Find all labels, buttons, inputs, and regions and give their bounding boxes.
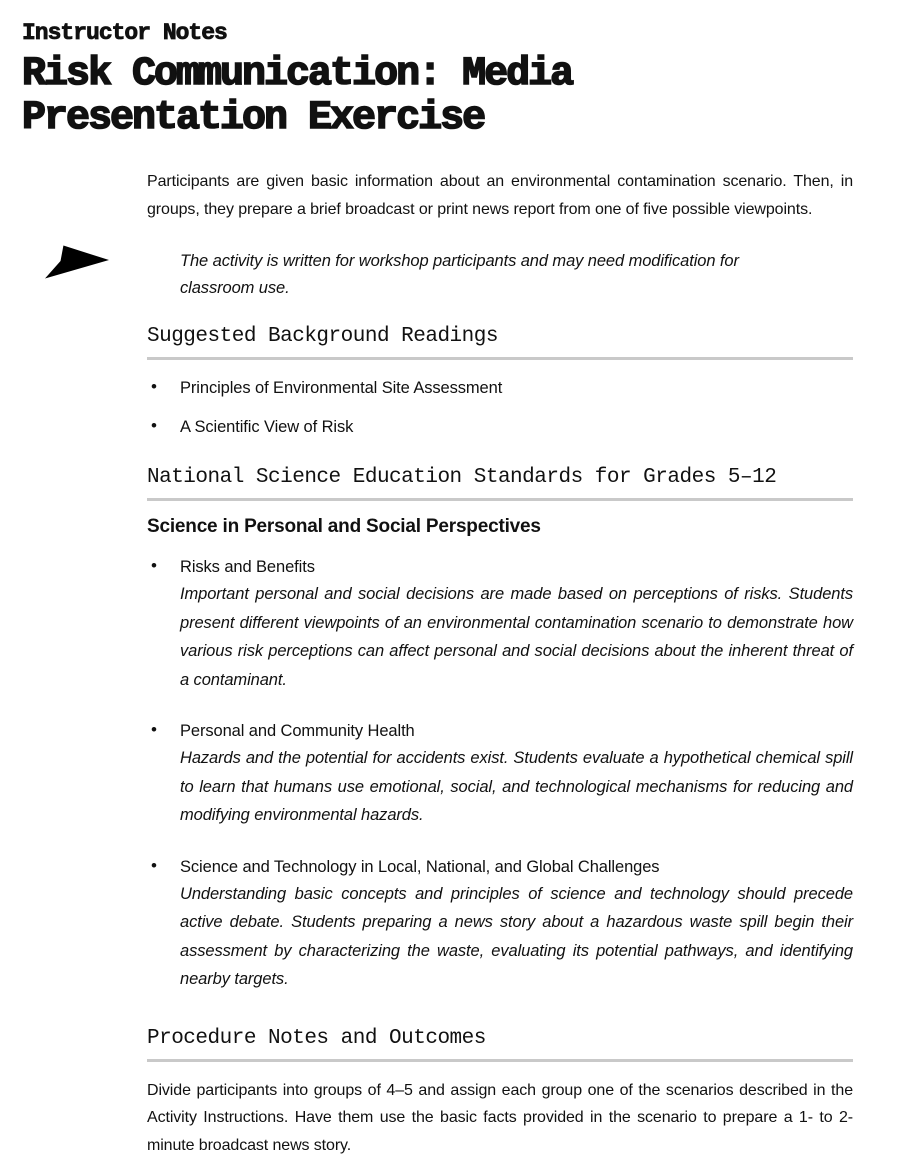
section-heading-background-readings: Suggested Background Readings <box>147 325 853 360</box>
bullet-icon: • <box>151 856 157 876</box>
standard-description: Hazards and the potential for accidents exist. Students evaluate a hypothetical chemical spill to learn that humans use emotional, social, and technological mechanisms for reducing and modifying environmental hazards. <box>180 744 853 830</box>
list-item <box>147 557 853 694</box>
section-heading-procedure-notes: Procedure Notes and Outcomes <box>147 1027 853 1062</box>
standard-title: Risks and Benefits <box>180 558 315 576</box>
list-item <box>147 378 853 399</box>
standards-subheading: Science in Personal and Social Perspectives <box>147 516 853 538</box>
list-item <box>147 857 853 994</box>
bullet-icon: • <box>151 720 157 740</box>
note-text: The activity is written for workshop participants and may need modification for classroom use. <box>180 248 803 301</box>
section-heading-science-standards: National Science Education Standards for Grades 5–12 <box>147 466 853 501</box>
list-item <box>147 417 853 438</box>
section-background-readings <box>147 325 853 438</box>
reading-title: A Scientific View of Risk <box>180 418 353 436</box>
page-title-line2: Presentation Exercise <box>22 96 484 141</box>
bullet-icon: • <box>151 416 157 436</box>
note-callout <box>147 248 853 301</box>
bullet-icon: • <box>151 556 157 576</box>
background-readings-list <box>147 378 853 438</box>
page-title <box>22 53 908 141</box>
document-body <box>147 168 853 1159</box>
standard-title: Science and Technology in Local, National, and Global Challenges <box>180 858 659 876</box>
section-science-standards <box>147 466 853 994</box>
standard-title: Personal and Community Health <box>180 722 415 740</box>
standard-description: Understanding basic concepts and principles of science and technology should precede active debate. Students preparing a news story about a hazardous waste spill begin their assessment by characterizing the waste, evaluating its potential pathways, and identifying nearby targets. <box>180 880 853 994</box>
standards-list <box>147 557 853 994</box>
list-item <box>147 721 853 830</box>
document-header <box>22 20 908 141</box>
bullet-icon: • <box>151 377 157 397</box>
page-title-line1: Risk Communication: Media <box>22 52 572 97</box>
intro-paragraph: Participants are given basic information about an environmental contamination scenario. Then, in groups, they prepare a brief broadcast or print news report from one of five possible viewpoints. <box>147 168 853 223</box>
section-procedure-notes <box>147 1027 853 1159</box>
right-arrowhead-icon <box>45 245 109 279</box>
standard-description: Important personal and social decisions are made based on perceptions of risks. Students present different viewpoints of an environmental contamination scenario to demonstrate how various risk perceptions can affect personal and social decisions about the inherent threat of a contaminant. <box>180 580 853 694</box>
document-kicker: Instructor Notes <box>22 20 908 46</box>
reading-title: Principles of Environmental Site Assessment <box>180 379 502 397</box>
procedure-paragraph: Divide participants into groups of 4–5 and assign each group one of the scenarios described in the Activity Instructions. Have them use the basic facts provided in the scenario to prepare a 1- to 2-minute broadcast news story. <box>147 1077 853 1159</box>
